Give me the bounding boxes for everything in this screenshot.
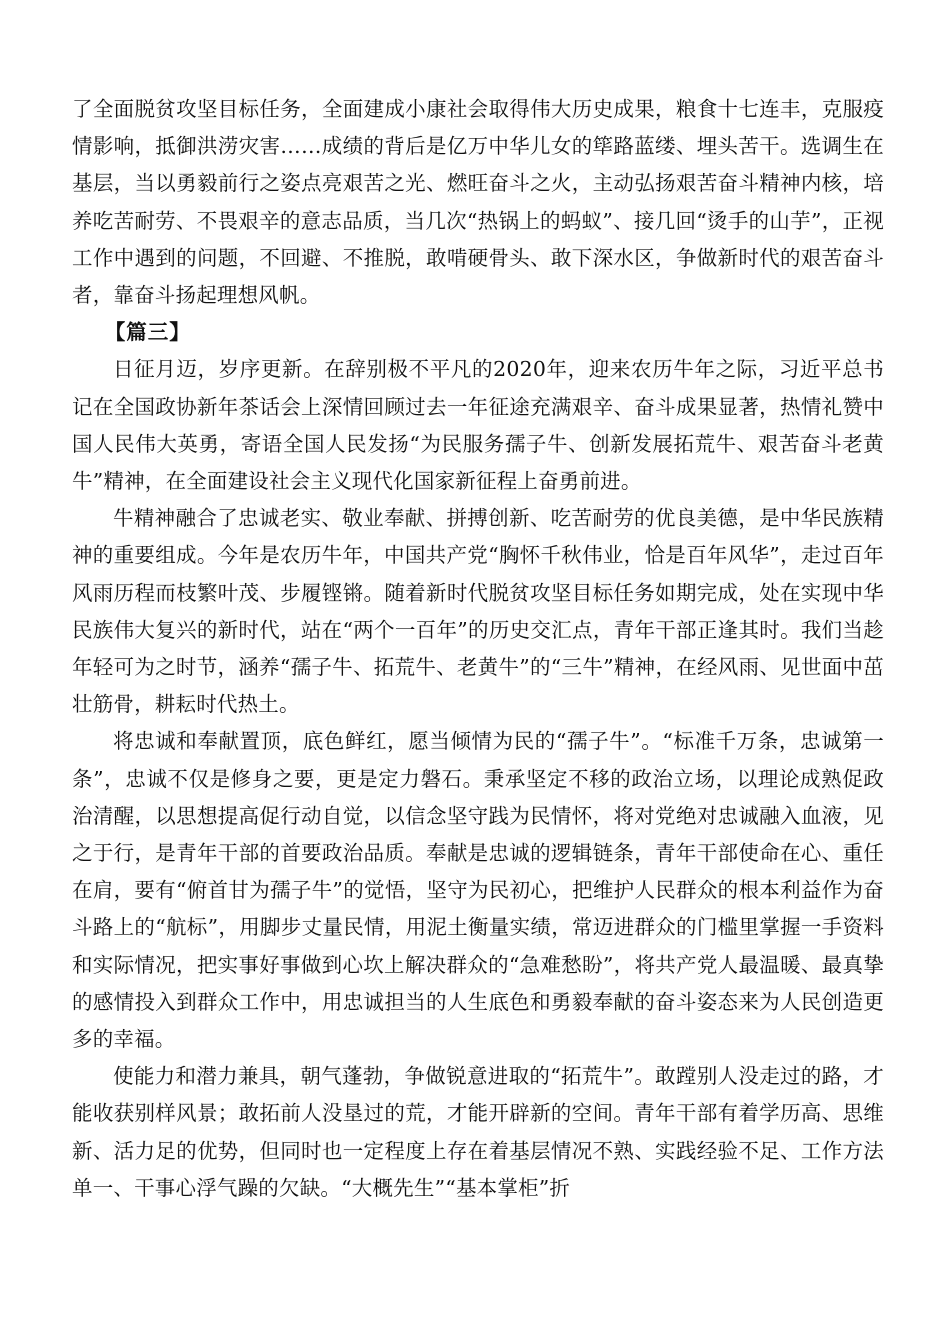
paragraph-3: 将忠诚和奉献置顶，底色鲜红，愿当倾情为民的“孺子牛”。“标准千万条，忠诚第一条”，忠诚不仅是修身之要，更是定力磐石。秉承坚定不移的政治立场，以理论成熟促政治清醒，以思想提高促行动自觉，以信念坚守践为民情怀，将对党绝对忠诚融入血液，见之于行，是青年干部的首要政治品质。奉献是忠诚的逻辑链条，青年干部使命在心、重任在肩，要有“俯首甘为孺子牛”的觉悟，坚守为民初心，把维护人民群众的根本利益作为奋斗路上的“航标”，用脚步丈量民情，用泥土衡量实绩，常迈进群众的门槛里掌握一手资料和实际情况，把实事好事做到心坎上解决群众的“急难愁盼”，将共产党人最温暖、最真挚的感情投入到群众工作中，用忠诚担当的人生底色和勇毅奉献的奋斗姿态来为人民创造更多的幸福。 — [72, 729, 884, 1052]
document-body — [72, 91, 884, 1207]
paragraph-2: 牛精神融合了忠诚老实、敬业奉献、拼搏创新、吃苦耐劳的优良美德，是中华民族精神的重要组成。今年是农历牛年，中国共产党“胸怀千秋伟业，恰是百年风华”，走过百年风雨历程而枝繁叶茂、步履铿锵。随着新时代脱贫攻坚目标任务如期完成，处在实现中华民族伟大复兴的新时代，站在“两个一百年”的历史交汇点，青年干部正逢其时。我们当趁年轻可为之时节，涵养“孺子牛、拓荒牛、老黄牛”的“三牛”精神，在经风雨、见世面中茁壮筋骨，耕耘时代热土。 — [72, 506, 884, 717]
paragraph-4: 使能力和潜力兼具，朝气蓬勃，争做锐意进取的“拓荒牛”。敢蹚别人没走过的路，才能收获别样风景；敢拓前人没垦过的荒，才能开辟新的空间。青年干部有着学历高、思维新、活力足的优势，但同时也一定程度上存在着基层情况不熟、实践经验不足、工作方法单一、干事心浮气躁的欠缺。“大概先生”“基本掌柜”折 — [72, 1064, 884, 1200]
paragraph-1: 日征月迈，岁序更新。在辞别极不平凡的2020年，迎来农历牛年之际，习近平总书记在全国政协新年茶话会上深情回顾过去一年征途充满艰辛、奋斗成果显著，热情礼赞中国人民伟大英勇，寄语全国人民发扬“为民服务孺子牛、创新发展拓荒牛、艰苦奋斗老黄牛”精神，在全面建设社会主义现代化国家新征程上奋勇前进。 — [72, 357, 884, 494]
section-heading: 【篇三】 — [104, 320, 191, 345]
continuation-paragraph: 了全面脱贫攻坚目标任务，全面建成小康社会取得伟大历史成果，粮食十七连丰，克服疫情影响，抵御洪涝灾害……成绩的背后是亿万中华儿女的筚路蓝缕、埋头苦干。选调生在基层，当以勇毅前行之姿点亮艰苦之光、燃旺奋斗之火，主动弘扬艰苦奋斗精神内核，培养吃苦耐劳、不畏艰辛的意志品质，当几次“热锅上的蚂蚁”、接几回“烫手的山芋”，正视工作中遇到的问题，不回避、不推脱，敢啃硬骨头、敢下深水区，争做新时代的艰苦奋斗者，靠奋斗扬起理想风帆。 — [72, 97, 884, 308]
